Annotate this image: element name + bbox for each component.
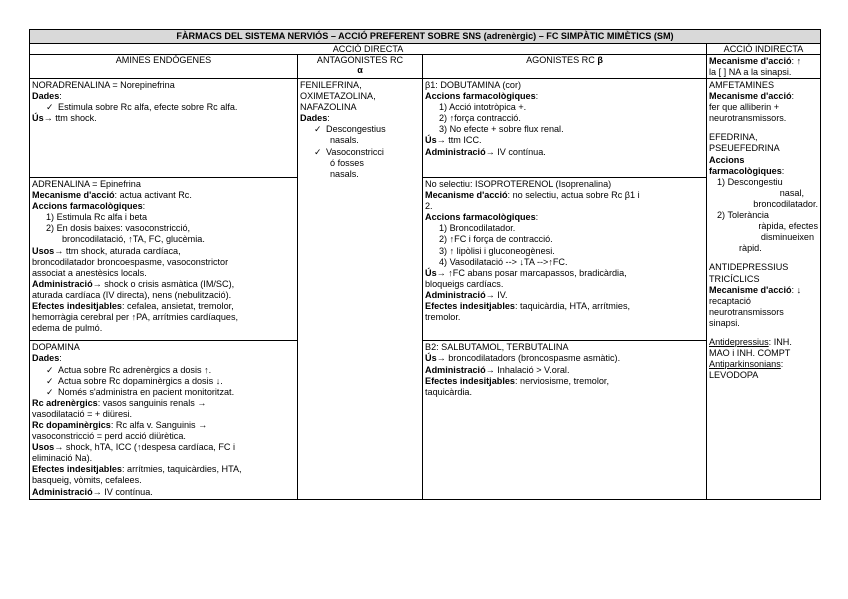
header-endogenous-amines: AMINES ENDÒGENES	[30, 55, 298, 79]
check-icon: ✓	[46, 375, 54, 386]
isoproterenol-cell: No selectiu: ISOPROTERENOL (Isoprenalina) Mecanisme d'acció: no selectiu, actua sobre Rc β1 i 2. Accions farmacològiques: 1) Broncodilatador. 2) ↑FC i força de contracció. 3) ↑ lipòlisi i gluconeogènesi. 4) Vasodilatació --> ↓TA -->↑FC. Ús→ ↑FC abans posar marcapassos, bradicàrdia, bloqueigs cardíacs. Administració→ IV. Efectes indesitjables: taquicàrdia, HTA, arrítmies, tremolor.	[423, 178, 707, 341]
header-antagonists: ANTAGONISTES RC α	[298, 55, 423, 79]
adrenalina-title: ADRENALINA = Epinefrina	[32, 179, 141, 189]
dobutamina-title: β1: DOBUTAMINA (cor)	[425, 80, 522, 90]
antagonists-cell: FENILEFRINA, OXIMETAZOLINA, NAFAZOLINA Dades: ✓ Descongestius nasals. ✓ Vasoconstricci ó fosses nasals.	[298, 79, 423, 500]
noradrenalina-cell: NORADRENALINA = Norepinefrina Dades: ✓ Estimula sobre Rc alfa, efecte sobre Rc alfa. Ús→ ttm shock.	[30, 79, 298, 178]
indirect-action-cell: AMFETAMINES Mecanisme d'acció: fer que alliberin + neurotransmissors. EFEDRINA, PSEUEFEDRINA Accions farmacològiques: 1) Descongestiu nasal, broncodilatador. 2) Tolerància ràpida, efectes disminueixen ràpid. ANTIDEPRESSIUS TRICÍCLICS Mecanisme d'acció: ↓ recaptació neurotransmissors sinapsi. Antidepressius: INH. MAO i INH. COMPT Antiparkinsonians: LEVODOPA	[707, 79, 821, 500]
check-icon: ✓	[46, 102, 54, 113]
dopamina-cell: DOPAMINA Dades: ✓ Actua sobre Rc adrenèrgics a dosis ↑. ✓ Actua sobre Rc dopaminèrgics a dosis ↓. ✓ Només s'administra en pacient monitoritzat. Rc adrenèrgics: vasos sanguinis renals → vasodilatació = + diüresi. Rc dopaminèrgics: Rc alfa v. Sanguinis → vasoconstricció = perd acció diürètica. Usos→ shock, hTA, ICC (↑despesa cardíaca, FC i eliminació Na). Efectes indesitjables: arrítmies, taquicàrdies, HTA, basqueig, vòmits, cefalees. Administració→ IV contínua.	[30, 341, 298, 499]
document-title: FÀRMACS DEL SISTEMA NERVIÓS – ACCIÓ PREFERENT SOBRE SNS (adrenèrgic) – FC SIMPÀTIC MIMÈTICS (SM)	[30, 30, 821, 44]
check-icon: ✓	[46, 386, 54, 397]
check-icon: ✓	[46, 364, 54, 375]
pharmacology-document	[29, 29, 820, 500]
indirect-mechanism-cell: Mecanisme d'acció: ↑ la [ ] NA a la sinapsi.	[707, 55, 821, 79]
pharmacology-table	[29, 29, 821, 500]
noradrenalina-title: NORADRENALINA = Norepinefrina	[32, 80, 175, 90]
header-agonists: AGONISTES RC β	[423, 55, 707, 79]
dobutamina-cell: β1: DOBUTAMINA (cor) Accions farmacològiques: 1) Acció intotròpica +. 2) ↑força contracció. 3) No efecte + sobre flux renal. Ús→ ttm ICC. Administració→ IV contínua.	[423, 79, 707, 178]
salbutamol-cell: B2: SALBUTAMOL, TERBUTALINA Ús→ broncodilatadors (broncospasme asmàtic). Administració→ Inhalació > V.oral. Efectes indesitjables: nerviosisme, tremolor, taquicàrdia.	[423, 341, 707, 499]
section-direct-action: ACCIÓ DIRECTA	[30, 44, 707, 55]
section-indirect-action: ACCIÓ INDIRECTA	[707, 44, 821, 55]
adrenalina-cell: ADRENALINA = Epinefrina Mecanisme d'acció: actua activant Rc. Accions farmacològiques: 1) Estimula Rc alfa i beta 2) En dosis baixes: vasoconstricció, broncodilatació, ↑TA, FC, glucèmia. Usos→ ttm shock, aturada cardíaca, broncodilatador broncoespasme, vasoconstrictor associat a anestèsics locals. Administració→ shock o crisis asmàtica (IM/SC), aturada cardíaca (IV directa), nens (nebulització). Efectes indesitjables: cefalea, ansietat, tremolor, hemorràgia cerebral per ↑PA, arrítmies cardíaques, edema de pulmó.	[30, 178, 298, 341]
dopamina-title: DOPAMINA	[32, 342, 80, 353]
check-icon: ✓	[314, 146, 322, 157]
check-icon: ✓	[314, 124, 322, 135]
salbutamol-title: B2: SALBUTAMOL, TERBUTALINA	[425, 342, 569, 353]
isoproterenol-title: No selectiu: ISOPROTERENOL (Isoprenalina)	[425, 179, 612, 189]
